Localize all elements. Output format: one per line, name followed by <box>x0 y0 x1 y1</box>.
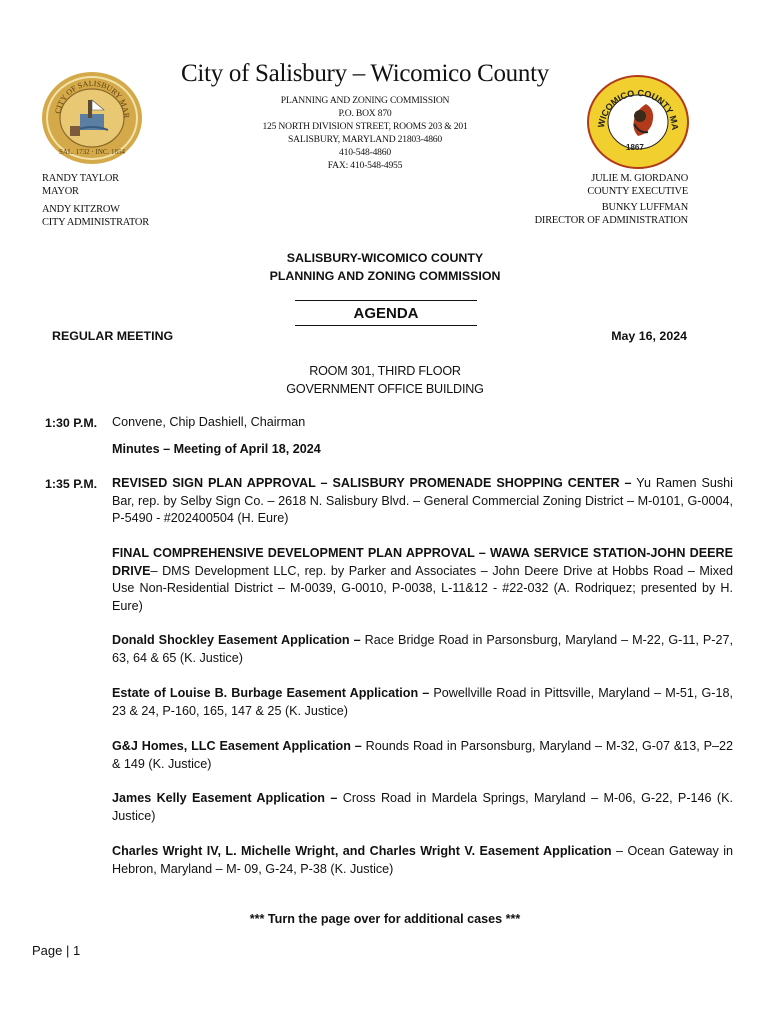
agenda-item-detail: Powellville Road in Pittsville, Maryland – M-51, G-18, 23 & 24, P-160, 165, 147 & 25 (K. Justice) <box>112 686 733 718</box>
director-name: BUNKY LUFFMAN <box>601 202 688 213</box>
agenda-item-detail: Cross Road in Mardela Springs, Maryland – M-06, G-22, P-146 (K. Justice) <box>112 791 733 823</box>
city-title: City of Salisbury – Wicomico County <box>181 60 549 87</box>
mayor-block <box>42 173 119 198</box>
location-room: ROOM 301, THIRD FLOOR <box>309 364 461 378</box>
agenda-item-detail: Race Bridge Road in Parsonsburg, Maryland – M-22, G-11, P-27, 63, 64 & 65 (K. Justice) <box>112 633 733 665</box>
meeting-type: REGULAR MEETING <box>52 329 174 343</box>
county-executive-block <box>587 173 688 198</box>
agenda-item <box>112 843 733 878</box>
agenda-item <box>112 790 733 825</box>
city-administrator-block <box>42 204 149 229</box>
agenda-top-rule <box>295 300 477 301</box>
city-administrator-name: ANDY KITZROW <box>42 204 120 215</box>
agenda-item-title: Charles Wright IV, L. Michelle Wright, and Charles Wright V. Easement Application <box>112 844 612 858</box>
director-block <box>535 202 688 227</box>
city-administrator-title: CITY ADMINISTRATOR <box>42 216 149 228</box>
agenda-item-detail: Rounds Road in Parsonsburg, Maryland – M-32, G-07 &13, P–22 & 149 (K. Justice) <box>112 739 733 771</box>
commission-line-1: SALISBURY-WICOMICO COUNTY <box>286 251 484 265</box>
agenda-title: AGENDA <box>353 305 419 322</box>
agenda-item <box>112 475 733 528</box>
agenda-item-title: James Kelly Easement Application – <box>112 791 338 805</box>
agenda-item-detail: Yu Ramen Sushi Bar, rep. by Selby Sign Co. – 2618 N. Salisbury Blvd. – General Commercial Zoning District – M-0101, G-0004, P-5490 - #202400504 (H. Eure) <box>112 476 733 525</box>
director-title: DIRECTOR OF ADMINISTRATION <box>534 214 688 226</box>
agenda-item <box>112 738 733 773</box>
agenda-item <box>112 545 733 615</box>
address-line: PLANNING AND ZONING COMMISSION <box>280 95 450 106</box>
county-executive-name: JULIE M. GIORDANO <box>591 173 688 184</box>
agenda-item-title: Estate of Louise B. Burbage Easement Application – <box>112 686 430 700</box>
address-line: 125 NORTH DIVISION STREET, ROOMS 203 & 201 <box>262 121 468 132</box>
phone-number: 410-548-4860 <box>339 147 391 158</box>
agenda-bottom-rule <box>295 325 477 326</box>
agenda-item-detail: – Ocean Gateway in Hebron, Maryland – M- 09, G-24, P-38 (K. Justice) <box>112 844 734 876</box>
address-line: SALISBURY, MARYLAND 21803-4860 <box>287 134 442 145</box>
agenda-item <box>112 632 733 667</box>
agenda-item-title: G&J Homes, LLC Easement Application – <box>112 739 362 753</box>
fax-number: FAX: 410-548-4955 <box>327 160 403 171</box>
meeting-location <box>200 363 570 398</box>
agenda-item-detail: – DMS Development LLC, rep. by Parker and Associates – John Deere Drive at Hobbs Road – Mixed Use Non-Residential District – M-0039, G-0010, P-0038, L-11&12 - #22-032 (A. Rodriquez; presented by H. Eure) <box>112 563 733 613</box>
commission-line-2: PLANNING AND ZONING COMMISSION <box>269 269 501 283</box>
page-number: Page | 1 <box>32 943 81 958</box>
commission-heading <box>200 249 570 285</box>
svg-text:SAL. 1732 · INC. 1854: SAL. 1732 · INC. 1854 <box>58 148 126 156</box>
mayor-name: RANDY TAYLOR <box>42 173 119 184</box>
convene-time: 1:30 P.M. <box>45 416 98 430</box>
mayor-title: MAYOR <box>42 185 79 197</box>
convene-text: Convene, Chip Dashiell, Chairman <box>112 415 306 429</box>
svg-text:1867: 1867 <box>626 143 644 152</box>
address-line: P.O. BOX 870 <box>338 108 392 119</box>
minutes-item: Minutes – Meeting of April 18, 2024 <box>112 442 321 456</box>
city-seal-icon <box>40 70 144 166</box>
agenda-item <box>112 685 733 720</box>
svg-text:WICOMICO COUNTY MARYLAND: WICOMICO COUNTY MA <box>595 87 681 131</box>
agenda-item-title: REVISED SIGN PLAN APPROVAL – SALISBURY PROMENADE SHOPPING CENTER – <box>112 476 632 490</box>
turn-page-note: *** Turn the page over for additional cases *** <box>249 912 521 926</box>
cases-time: 1:35 P.M. <box>45 477 98 491</box>
county-executive-title: COUNTY EXECUTIVE <box>587 185 688 197</box>
commission-address <box>200 94 530 172</box>
location-building: GOVERNMENT OFFICE BUILDING <box>286 381 484 396</box>
agenda-item-title: FINAL COMPREHENSIVE DEVELOPMENT PLAN APPROVAL – WAWA SERVICE STATION-JOHN DEERE DRIVE <box>112 546 733 578</box>
svg-text:CITY OF SALISBURY MARYLAND: CITY OF SALISBURY MAR <box>53 78 132 119</box>
meeting-date: May 16, 2024 <box>611 329 687 343</box>
county-seal-icon <box>586 74 690 170</box>
agenda-item-title: Donald Shockley Easement Application – <box>112 633 361 647</box>
